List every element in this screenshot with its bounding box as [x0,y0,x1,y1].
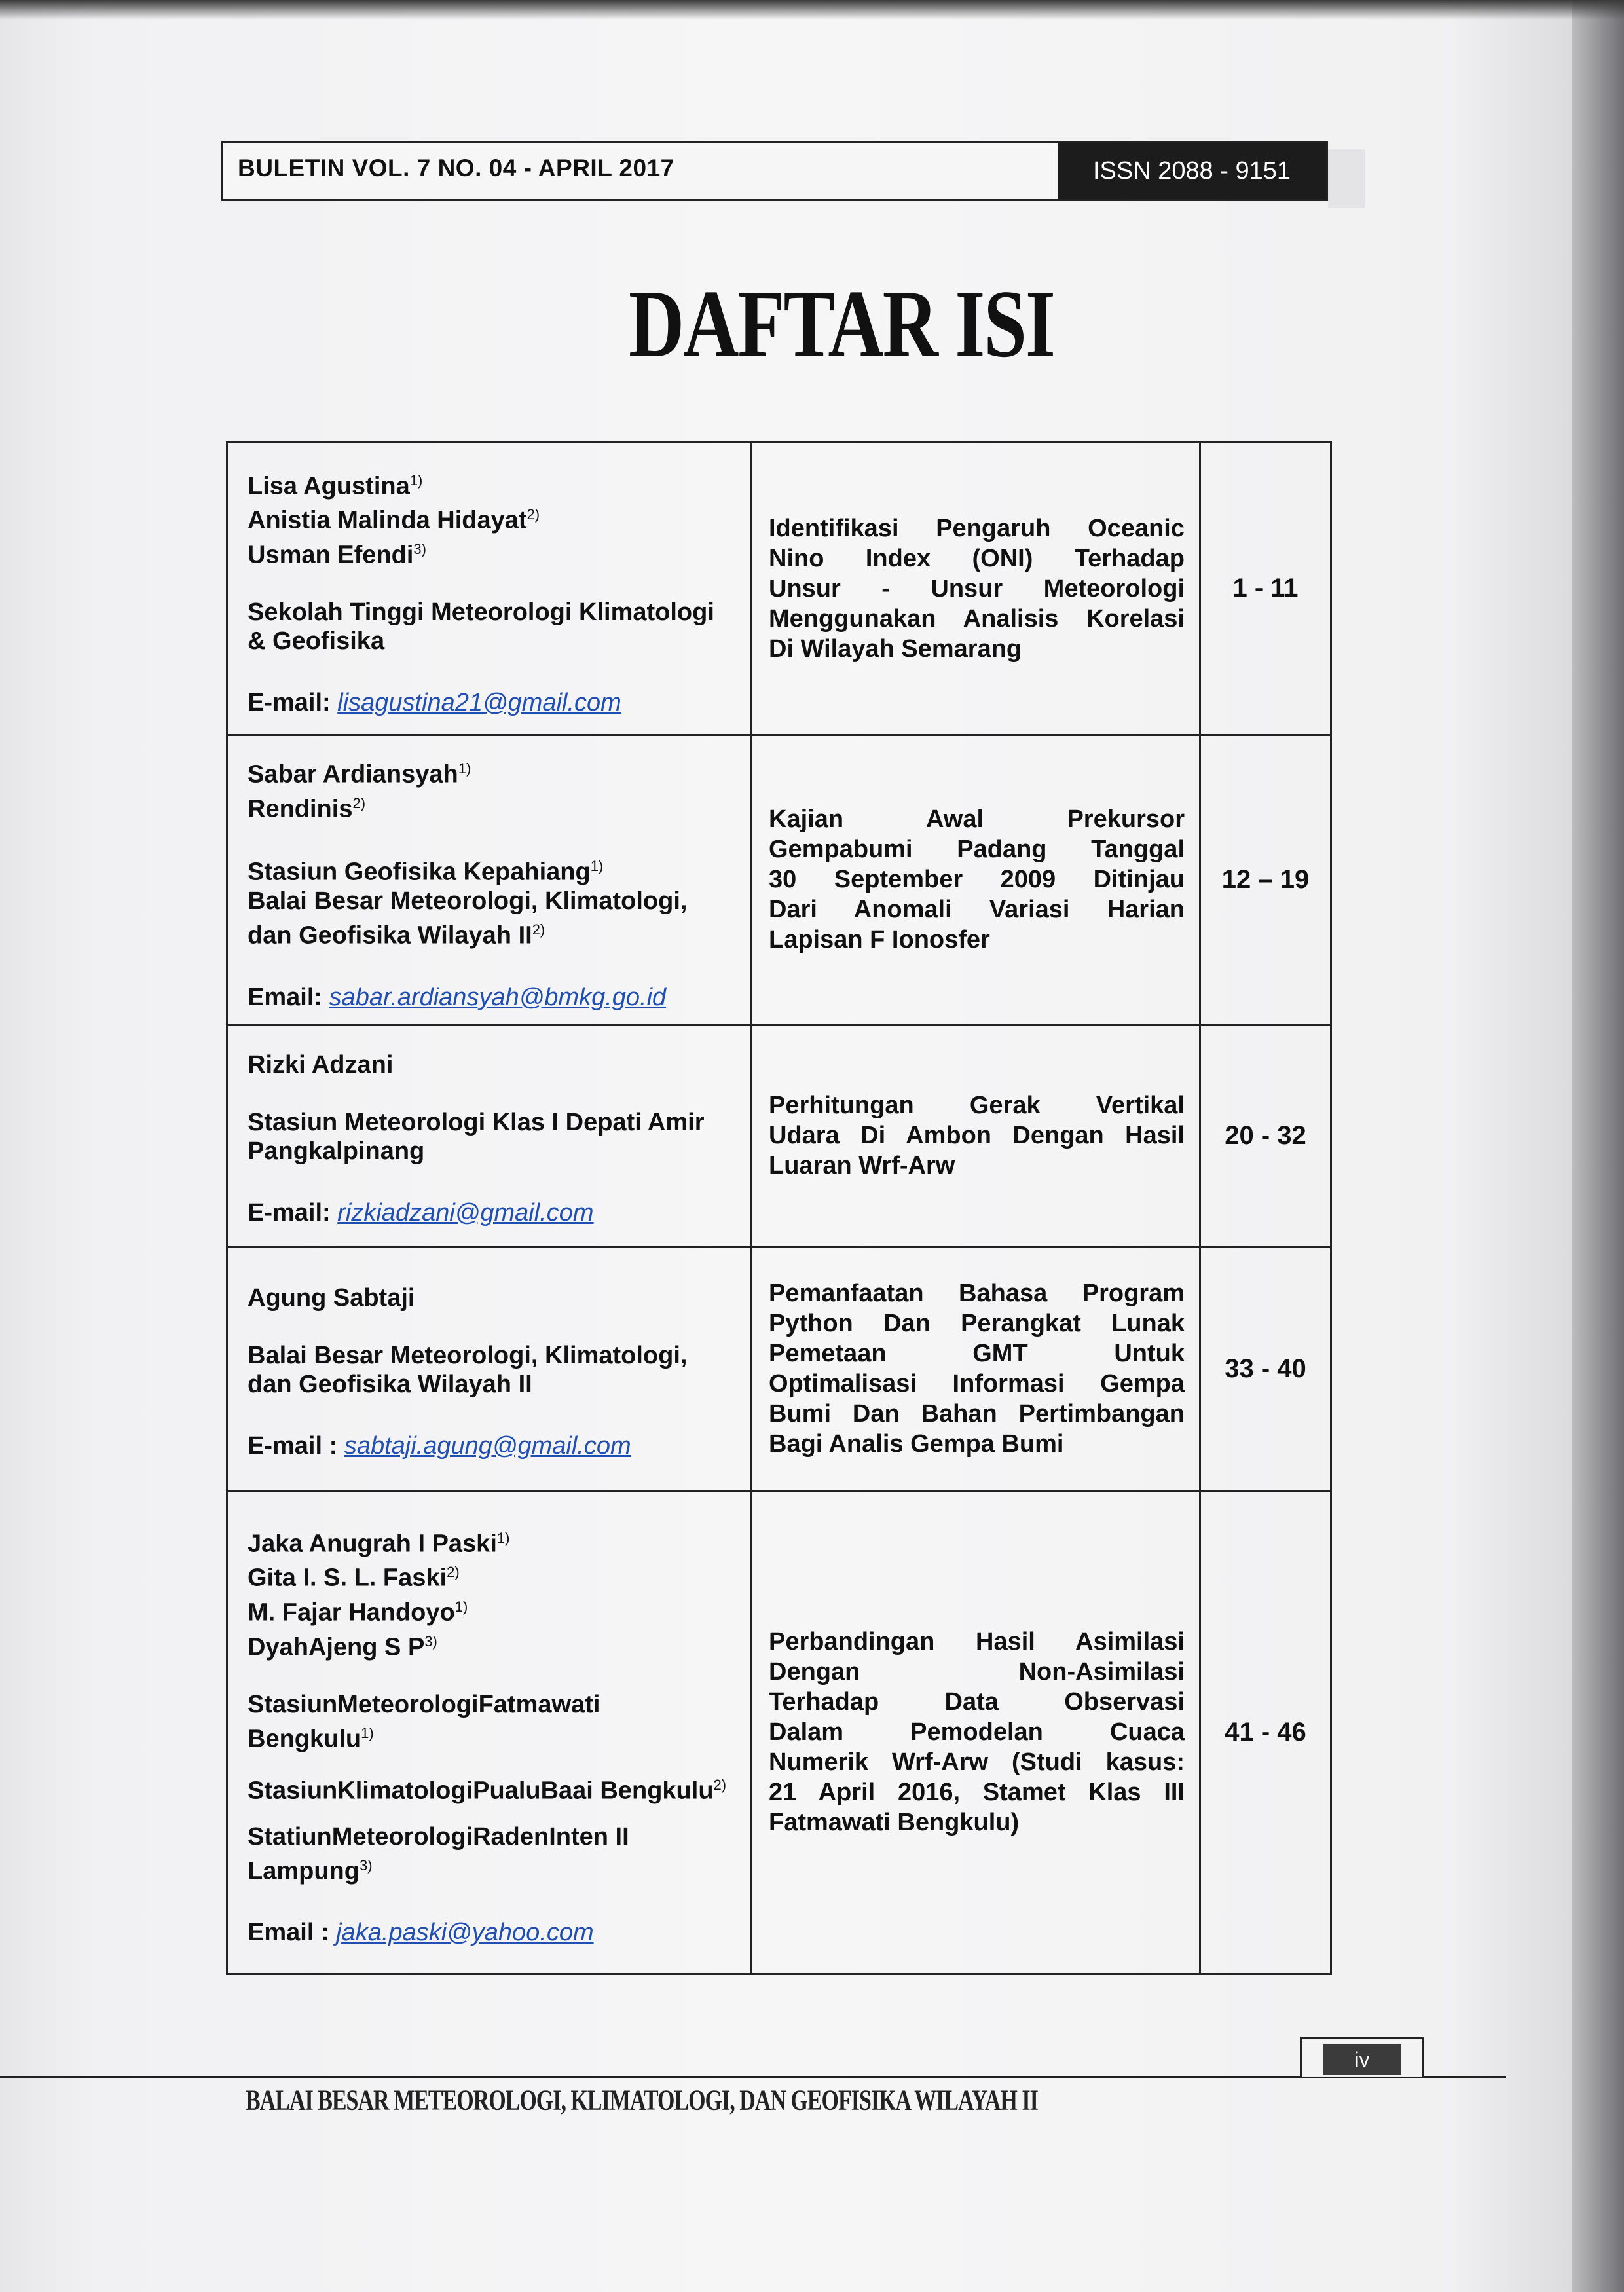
affiliation-line [248,1108,737,1137]
author-name-text: Anistia Malinda Hidayat [248,506,527,534]
page-title: DAFTAR ISI [629,270,1054,378]
table-row [227,1247,1331,1490]
article-title-line: Unsur - Unsur Meteorologi [769,574,1185,602]
affiliation-line [248,915,737,950]
spacer [248,1754,737,1771]
article-title-line: Udara Di Ambon Dengan Hasil [769,1122,1185,1150]
email-line [248,1198,737,1227]
spacer [248,1166,737,1194]
footer-rule [0,2076,1506,2078]
affiliation-line [248,627,737,656]
affiliation-line [248,1719,737,1754]
author-name [248,466,737,501]
article-title-cell [751,1490,1200,1974]
article-title-line: Perbandingan Hasil Asimilasi [769,1628,1185,1656]
article-title-line: Pemetaan GMT Untuk [769,1340,1185,1368]
author-cell [227,1247,751,1490]
affiliation-line-text: StasiunMeteorologiFatmawati [248,1691,600,1719]
spacer [248,1885,737,1914]
affiliation-line-text: Sekolah Tinggi Meteorologi Klimatologi [248,599,714,627]
footer-institution: BALAI BESAR METEOROLOGI, KLIMATOLOGI, DAN GEOFISIKA WILAYAH II [246,2085,1038,2117]
article-title-line: Bagi Analis Gempa Bumi [769,1430,1064,1458]
article-title-line: Menggunakan Analisis Korelasi [769,604,1185,633]
email-link[interactable]: lisagustina21@gmail.com [337,689,621,717]
author-name-sup: 1) [409,471,423,489]
article-title-line: Luaran Wrf-Arw [769,1152,955,1180]
author-name [248,535,737,570]
article-title-line: 21 April 2016, Stamet Klas III [769,1779,1185,1807]
page-range: 41 - 46 [1200,1490,1331,1974]
author-name-sup: 2) [447,1564,460,1581]
page-range: 12 – 19 [1200,735,1331,1025]
author-name-sup: 1) [496,1529,510,1546]
author-name [248,1524,737,1559]
article-title-line: Di Wilayah Semarang [769,635,1022,663]
email-label: Email : [248,1919,329,1947]
article-title-line: 30 September 2009 Ditinjau [769,866,1185,894]
table-row [227,1024,1331,1247]
affiliation-line [248,1771,737,1805]
affiliation-line-text: Pangkalpinang [248,1137,425,1166]
affiliation-line-text: Stasiun Meteorologi Klas I Depati Amir [248,1109,705,1137]
affiliation-line [248,1851,737,1886]
affiliation-line [248,1370,737,1399]
author-cell [227,735,751,1025]
email-label: E-mail: [248,689,331,717]
author-name-text: Lisa Agustina [248,472,410,500]
author-name-text: Jaka Anugrah I Paski [248,1530,497,1558]
author-name [248,789,737,824]
article-title-line: Numerik Wrf-Arw (Studi kasus: [769,1748,1185,1777]
affiliation-line-text: dan Geofisika Wilayah II [248,1371,532,1399]
table-row [227,1490,1331,1974]
author-name-text: Gita I. S. L. Faski [248,1564,447,1593]
article-title-line: Pemanfaatan Bahasa Program [769,1280,1185,1308]
affiliation-line [248,887,737,915]
author-name-sup: 1) [454,1599,468,1616]
author-name [248,1627,737,1662]
spacer [248,1399,737,1428]
spacer [248,656,737,684]
article-title-cell [751,442,1200,735]
affiliation-line [248,1137,737,1166]
affiliation-line-text: StatiunMeteorologiRadenInten II [248,1822,629,1851]
article-title-line: Gempabumi Padang Tanggal [769,836,1185,864]
affiliation-line-text: Lampung [248,1857,360,1885]
author-name [248,1558,737,1593]
affiliation-line-text: Bengkulu [248,1726,361,1754]
table-of-contents [226,441,1332,1975]
article-title-cell [751,1247,1200,1490]
article-title-line: Lapisan F Ionosfer [769,926,990,954]
article-title-line: Dari Anomali Variasi Harian [769,896,1185,924]
affiliation-line-text: Balai Besar Meteorologi, Klimatologi, [248,1342,688,1370]
author-name-text: Usman Efendi [248,541,414,569]
author-name-sup: 2) [526,506,540,523]
affiliation-line [248,1690,737,1719]
affiliation-line-text: StasiunKlimatologiPualuBaai Bengkulu [248,1777,714,1805]
article-title-line: Optimalisasi Informasi Gempa [769,1370,1185,1398]
affiliation-line-sup: 1) [361,1725,374,1742]
affiliation-line-text: Stasiun Geofisika Kepahiang [248,858,591,886]
author-cell [227,1024,751,1247]
email-line [248,1918,737,1947]
affiliation-line [248,1341,737,1370]
affiliation-line-sup: 2) [713,1777,727,1794]
article-title-line: Terhadap Data Observasi [769,1688,1185,1716]
article-title-line: Nino Index (ONI) Terhadap [769,544,1185,572]
article-title-line: Dalam Pemodelan Cuaca [769,1718,1185,1747]
author-name [248,754,737,789]
author-cell [227,1490,751,1974]
author-name-sup: 3) [413,540,426,557]
bulletin-label: BULETIN VOL. 7 NO. 04 - APRIL 2017 [238,155,674,181]
email-line [248,1432,737,1460]
author-name-text: Agung Sabtaji [248,1284,415,1312]
article-title-cell [751,1024,1200,1247]
author-name-sup: 3) [424,1633,437,1650]
top-edge-shadow [0,0,1624,20]
affiliation-line-text: & Geofisika [248,627,385,656]
author-name [248,1593,737,1627]
author-name-text: DyahAjeng S P [248,1633,425,1661]
author-cell [227,442,751,735]
author-name [248,500,737,535]
spacer [248,1661,737,1690]
page-range: 1 - 11 [1200,442,1331,735]
affiliation-line [248,852,737,887]
page-edge-shadow [1572,0,1624,2292]
spacer [248,1312,737,1341]
spacer [248,823,737,852]
author-name-text: Sabar Ardiansyah [248,760,458,788]
author-name [248,1284,737,1312]
spacer [248,1805,737,1822]
email-link[interactable]: sabar.ardiansyah@bmkg.go.id [329,983,667,1011]
email-label: E-mail: [248,1199,331,1227]
author-name-sup: 2) [352,794,366,811]
affiliation-line-sup: 2) [532,921,545,938]
affiliation-line-text: Balai Besar Meteorologi, Klimatologi, [248,887,688,915]
table-row [227,735,1331,1025]
article-title-line: Perhitungan Gerak Vertikal [769,1092,1185,1120]
spacer [248,1079,737,1108]
affiliation-line-sup: 1) [590,858,604,875]
page-range: 20 - 32 [1200,1024,1331,1247]
affiliation-line [248,1822,737,1851]
email-label: E-mail : [248,1432,338,1460]
email-line [248,688,737,717]
header-bar [221,141,1328,201]
spacer [248,569,737,598]
article-title-line: Kajian Awal Prekursor [769,805,1185,834]
page-range: 33 - 40 [1200,1247,1331,1490]
email-line [248,983,737,1012]
email-label: Email: [248,983,323,1011]
author-name [248,1050,737,1079]
author-name-text: Rendinis [248,795,353,823]
author-name-text: M. Fajar Handoyo [248,1599,455,1627]
spacer [248,950,737,979]
affiliation-line-sup: 3) [359,1857,373,1874]
article-title-line: Bumi Dan Bahan Pertimbangan [769,1400,1185,1428]
article-title-line: Dengan Non-Asimilasi [769,1658,1185,1686]
article-title-line: Identifikasi Pengaruh Oceanic [769,514,1185,542]
article-title-line: Python Dan Perangkat Lunak [769,1310,1185,1338]
email-link[interactable]: rizkiadzani@gmail.com [337,1199,594,1227]
page-number: iv [1323,2044,1401,2075]
affiliation-line [248,598,737,627]
email-link[interactable]: jaka.paski@yahoo.com [336,1919,594,1947]
article-title-line: Fatmawati Bengkulu) [769,1809,1020,1837]
article-title-cell [751,735,1200,1025]
issn-label: ISSN 2088 - 9151 [1058,143,1326,199]
header-tab [1328,149,1365,208]
author-name-text: Rizki Adzani [248,1051,394,1079]
affiliation-line-text: dan Geofisika Wilayah II [248,921,532,950]
email-link[interactable]: sabtaji.agung@gmail.com [344,1432,631,1460]
table-row [227,442,1331,735]
author-name-sup: 1) [458,760,471,777]
